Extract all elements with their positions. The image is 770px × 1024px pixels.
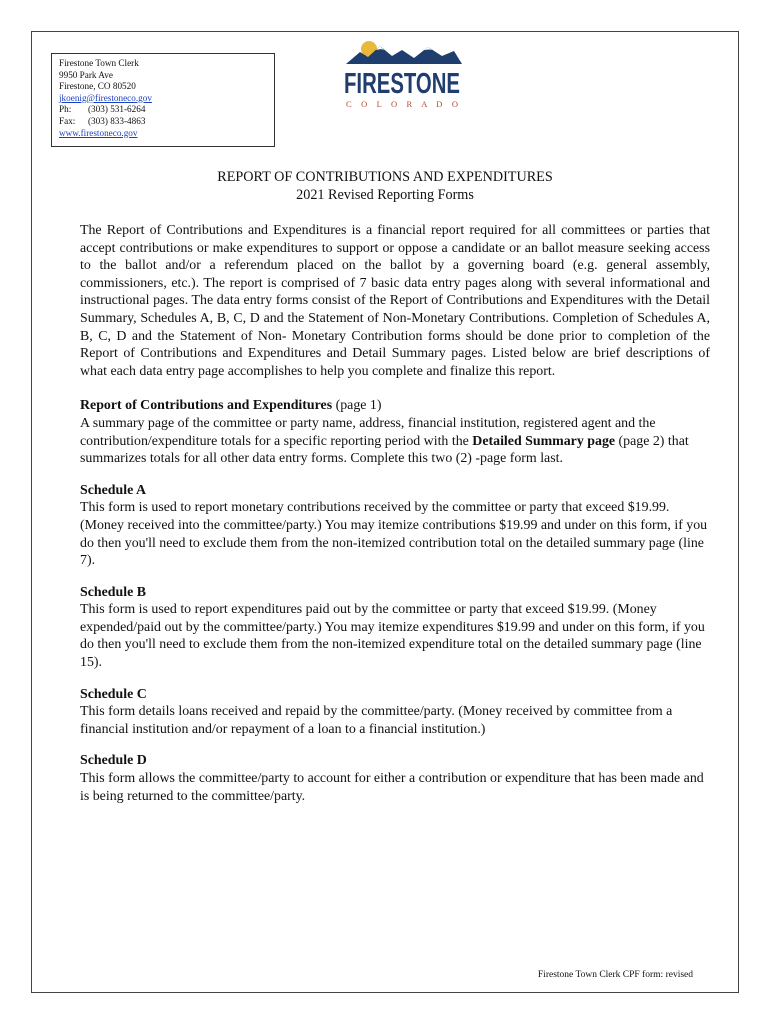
intro-paragraph: The Report of Contributions and Expenditures is a financial report required for all committees or parties that accept contributions or make expenditures to support or oppose a candidate or an ballot measure seeking access to the ballot and/or a referendum placed on the ballot by a governing board (e.g. general assembly, commissioners, etc.). The report is comprised of 7 basic data entry pages along with several informational and instructional pages. The data entry forms consist of the Report of Contributions and Expenditures with the Detail Summary, Schedules A, B, C, D and the Statement of Non-Monetary Contributions. Completion of Schedules A, B, C, D and the Statement of Non- Monetary Contribution forms should be done prior to completion of the Report of Contributions and Expenditures and Detail Summary pages. Listed below are brief descriptions of what each data entry page accomplishes to help you complete and finalize this report. bbox=[80, 223, 710, 379]
fax-number: (303) 833-4863 bbox=[88, 115, 146, 126]
section-schedule-c bbox=[80, 686, 710, 739]
schedule-c-heading: Schedule C bbox=[80, 686, 147, 702]
section-schedule-a bbox=[80, 482, 710, 570]
report-subtitle: 2021 Revised Reporting Forms bbox=[296, 187, 474, 203]
section-report-body-part2: (page 2) that summarizes totals for all other data entry forms. Complete this two (2) -page form last. bbox=[80, 433, 689, 467]
title-block bbox=[0, 168, 770, 204]
section-report-body bbox=[80, 415, 710, 468]
section-schedule-b bbox=[80, 584, 710, 672]
section-report-body-bold: Detailed Summary page bbox=[472, 433, 616, 449]
schedule-b-heading: Schedule B bbox=[80, 584, 146, 600]
contact-website-link[interactable]: www.firestoneco.gov bbox=[59, 127, 138, 138]
firestone-logo bbox=[338, 38, 466, 112]
schedule-d-body: This form allows the committee/party to account for either a contribution or expenditure that has been made and is being returned to the committee/party. bbox=[80, 771, 704, 804]
logo-name: FIRESTONE bbox=[344, 68, 460, 100]
page-footer: Firestone Town Clerk CPF form: revised bbox=[537, 970, 693, 980]
schedule-d-heading: Schedule D bbox=[80, 753, 147, 769]
fax-label: Fax: bbox=[59, 115, 76, 126]
contact-box bbox=[51, 53, 275, 147]
section-report-heading: Report of Contributions and Expenditures bbox=[80, 398, 333, 414]
phone-label: Ph: bbox=[59, 104, 72, 115]
section-schedule-d bbox=[80, 752, 710, 805]
contact-email-link[interactable]: jkoenig@firestoneco.gov bbox=[59, 92, 152, 103]
document-body bbox=[80, 222, 710, 805]
contact-fax-row bbox=[59, 116, 274, 128]
section-report-heading-suffix: (page 1) bbox=[332, 398, 382, 414]
schedule-a-body: This form is used to report monetary contributions received by the committee or party that exceed $19.99. (Money received into the committee/party.) You may itemize contributions $19.99 and under on this form, if you do then you'll need to exclude them from the non-itemized contribution total on the detailed summary page (line 7). bbox=[80, 500, 708, 569]
contact-address-line1: 9950 Park Ave bbox=[59, 69, 113, 80]
section-report-body-part1: A summary page of the committee or party name, address, financial institution, registered agent and the contribution/expenditure totals for a specific reporting period with the bbox=[80, 415, 656, 449]
report-title: REPORT OF CONTRIBUTIONS AND EXPENDITURES bbox=[217, 169, 553, 185]
contact-address-line2: Firestone, CO 80520 bbox=[59, 81, 136, 92]
logo-state: C O L O R A D O bbox=[346, 99, 458, 109]
phone-number: (303) 531-6264 bbox=[88, 104, 146, 115]
section-report bbox=[80, 397, 710, 467]
section-report-heading-row bbox=[80, 397, 710, 415]
schedule-b-body: This form is used to report expenditures paid out by the committee or party that exceed $19.99. (Money expended/paid out by the committee/party.) You may itemize expenditures $19.99 and under on this form, if you do then you'll need to exclude them from the non-itemized expenditure total on the detailed summary page (line 15). bbox=[80, 602, 705, 671]
contact-name: Firestone Town Clerk bbox=[59, 58, 139, 68]
contact-phone-row bbox=[59, 104, 274, 116]
schedule-a-heading: Schedule A bbox=[80, 482, 146, 498]
schedule-c-body: This form details loans received and repaid by the committee/party. (Money received by committee from a financial institution and/or repayment of a loan to a financial institution.) bbox=[80, 704, 673, 737]
